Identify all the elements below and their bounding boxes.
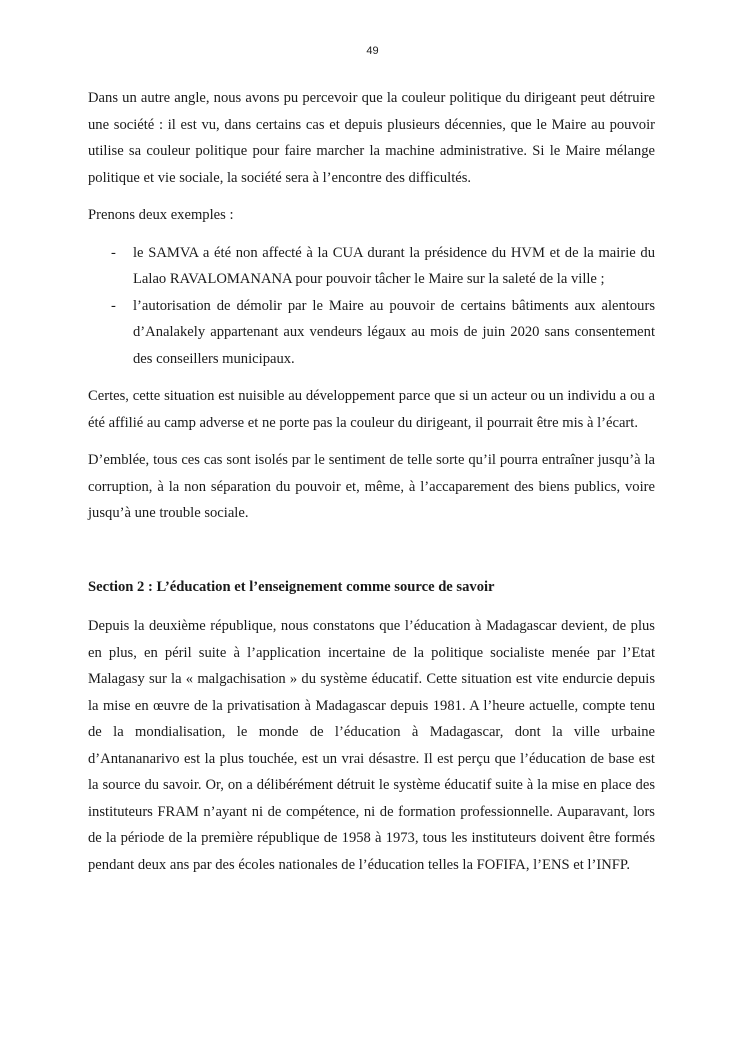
paragraph-examples-intro: Prenons deux exemples : — [88, 207, 234, 223]
paragraph-certes: Certes, cette situation est nuisible au développement parce que si un acteur ou un individu a ou a été affilié au camp adverse et ne porte pas la couleur du dirigeant, il pourrait être mis à l’écart. — [88, 388, 655, 431]
list-item-text: le SAMVA a été non affecté à la CUA durant la présidence du HVM et de la mairie du Lalao RAVALOMANANA pour pouvoir tâcher le Maire sur la saleté de la ville ; — [133, 244, 655, 287]
list-item-text: l’autorisation de démolir par le Maire au pouvoir de certains bâtiments aux alentours d’Analakely appartenant aux vendeurs légaux au mois de juin 2020 sans consentement des conseillers municipaux. — [133, 297, 655, 367]
paragraph-demblee: D’emblée, tous ces cas sont isolés par le sentiment de telle sorte qu’il pourra entraîner jusqu’à la corruption, à la non séparation du pouvoir et, même, à l’accaparement des biens publics, voire jusqu’à une trouble sociale. — [88, 452, 655, 521]
list-item — [88, 240, 655, 293]
document-body — [88, 85, 655, 878]
section-heading: Section 2 : L’éducation et l’enseignement comme source de savoir — [88, 578, 495, 595]
page-number: 49 — [366, 45, 379, 57]
bullet-dash: - — [111, 244, 116, 261]
bullet-dash: - — [111, 297, 116, 314]
paragraph-education: Depuis la deuxième république, nous constatons que l’éducation à Madagascar devient, de plus en plus, en péril suite à l’application incertaine de la politique socialiste menée par l’Etat Malagasy sur la « malgachisation » du système éducatif. Cette situation est vite endurcie depuis la mise en œuvre de la privatisation à Madagascar depuis 1981. A l’heure actuelle, compte tenu de la mondialisation, le monde de l’éducation à Madagascar, dont la ville urbaine d’Antananarivo est la plus touchée, est un vrai désastre. Il est perçu que l’éducation de base est la source du savoir. Or, on a délibérément détruit le système éducatif suite à la mise en place des instituteurs FRAM n’ayant ni de compétence, ni de formation professionnelle. Auparavant, lors de la période de la première république de 1958 à 1973, tous les instituteurs doivent être formés pendant deux ans par des écoles nationales de l’éducation telles la FOFIFA, l’ENS et l’INFP. — [88, 618, 655, 873]
paragraph-political-color: Dans un autre angle, nous avons pu percevoir que la couleur politique du dirigeant peut détruire une société : il est vu, dans certains cas et depuis plusieurs décennies, que le Maire au pouvoir utilise sa couleur politique pour faire marcher la machine administrative. Si le Maire mélange politique et vie sociale, la société sera à l’encontre des difficultés. — [88, 90, 655, 186]
examples-list — [88, 240, 655, 373]
list-item — [88, 293, 655, 373]
